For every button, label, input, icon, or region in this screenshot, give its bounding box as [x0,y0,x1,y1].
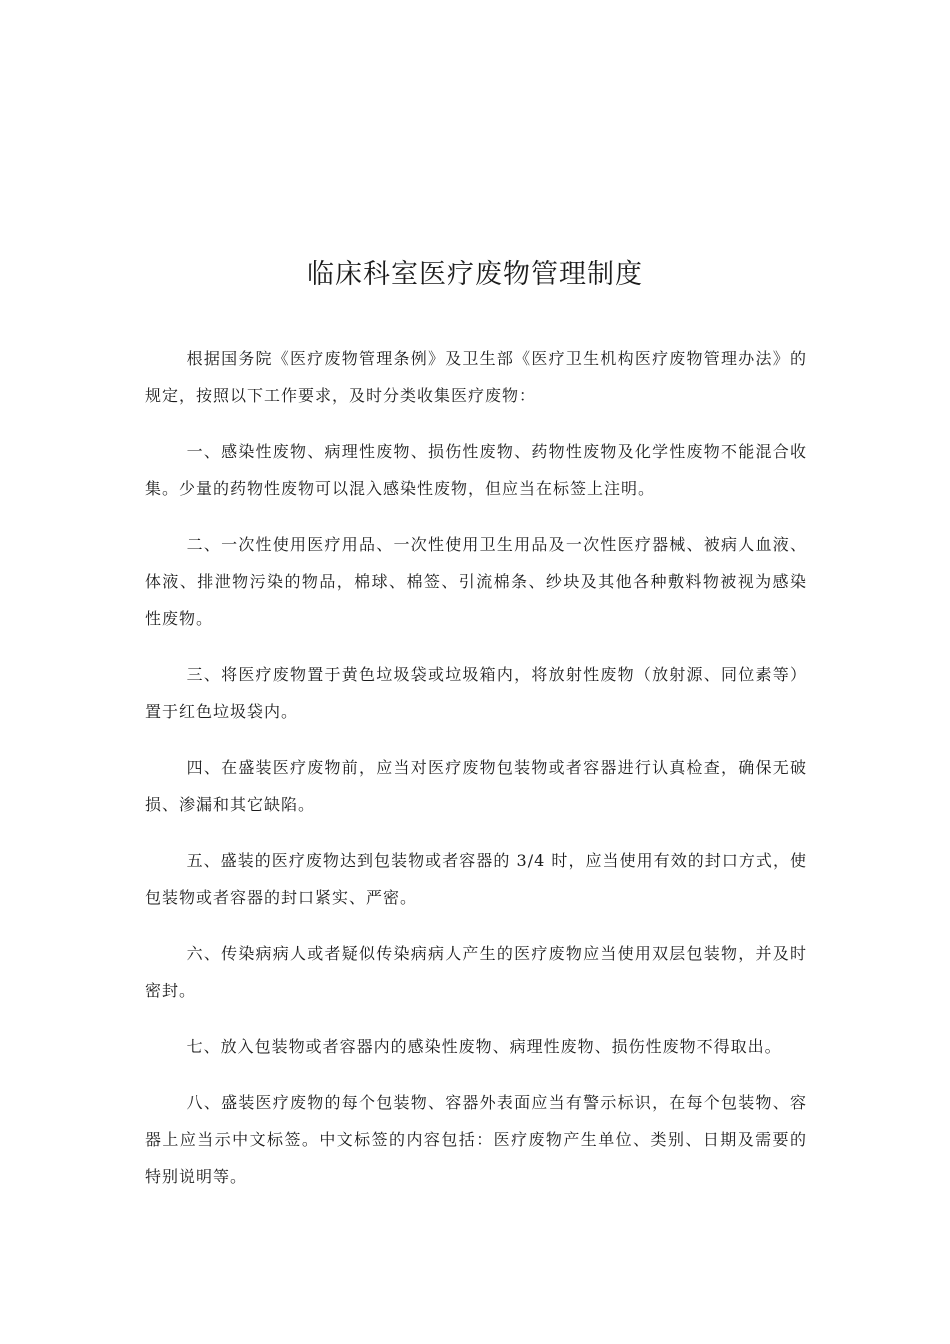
paragraph-item-1: 一、感染性废物、病理性废物、损伤性废物、药物性废物及化学性废物不能混合收集。少量的药物性废物可以混入感染性废物，但应当在标签上注明。 [145,442,807,498]
paragraph-item-7: 七、放入包装物或者容器内的感染性废物、病理性废物、损伤性废物不得取出。 [186,1037,782,1056]
document-title: 临床科室医疗废物管理制度 [307,259,643,290]
paragraph-item-6: 六、传染病病人或者疑似传染病病人产生的医疗废物应当使用双层包装物，并及时密封。 [145,944,807,1000]
paragraph-item-3: 三、将医疗废物置于黄色垃圾袋或垃圾箱内，将放射性废物（放射源、同位素等）置于红色垃圾袋内。 [145,665,807,721]
paragraph-item-8: 八、盛装医疗废物的每个包装物、容器外表面应当有警示标识，在每个包装物、容器上应当示中文标签。中文标签的内容包括：医疗废物产生单位、类别、日期及需要的特别说明等。 [145,1093,807,1186]
paragraph-item-4: 四、在盛装医疗废物前，应当对医疗废物包装物或者容器进行认真检查，确保无破损、渗漏和其它缺陷。 [145,758,807,814]
paragraph-item-2: 二、一次性使用医疗用品、一次性使用卫生用品及一次性医疗器械、被病人血液、体液、排泄物污染的物品，棉球、棉签、引流棉条、纱块及其他各种敷料物被视为感染性废物。 [145,535,807,628]
paragraph-intro: 根据国务院《医疗废物管理条例》及卫生部《医疗卫生机构医疗废物管理办法》的规定，按照以下工作要求，及时分类收集医疗废物： [145,349,807,405]
paragraph-item-5: 五、盛装的医疗废物达到包装物或者容器的 3/4 时，应当使用有效的封口方式，使包装物或者容器的封口紧实、严密。 [145,851,807,907]
document-body [145,340,807,1214]
